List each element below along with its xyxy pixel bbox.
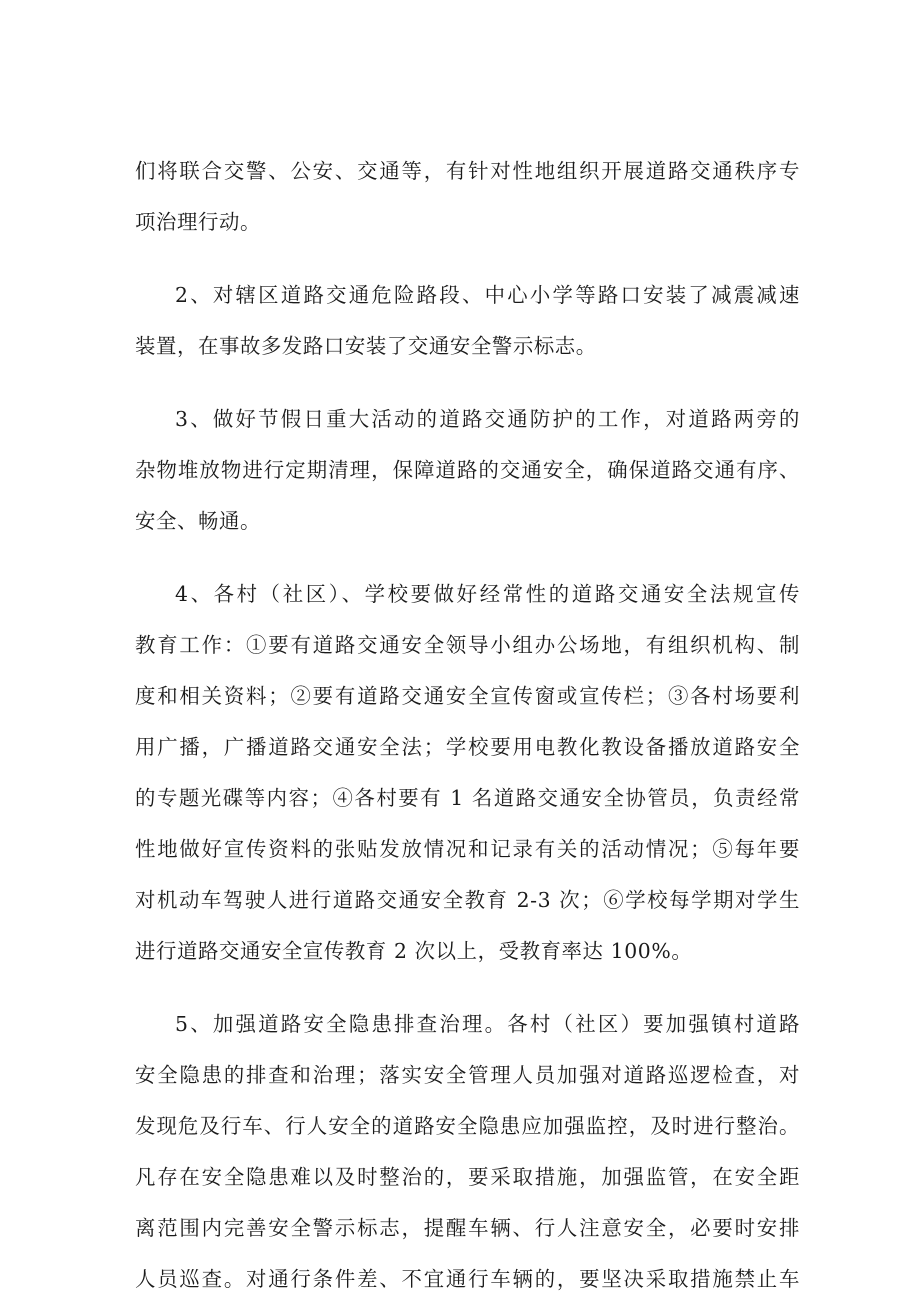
text-line: 进行道路交通安全宣传教育 2 次以上，受教育率达 100%。: [135, 939, 693, 963]
text-line: 4、各村（社区）、学校要做好经常性的道路交通安全法规宣传: [175, 582, 800, 606]
text-line: 的专题光碟等内容；④各村要有 1 名道路交通安全协管员，负责经常: [135, 786, 800, 810]
text-line: 安全隐患的排查和治理；落实安全管理人员加强对道路巡逻检查，对: [135, 1063, 800, 1087]
paragraph-item-5: [135, 999, 800, 1305]
paragraph-continuation: [135, 146, 800, 248]
paragraph-item-3: [135, 394, 800, 547]
paragraph-item-2: [135, 270, 800, 372]
text-line: 项治理行动。: [135, 210, 261, 234]
text-line: 性地做好宣传资料的张贴发放情况和记录有关的活动情况；⑤每年要: [135, 837, 800, 861]
text-line: 用广播，广播道路交通安全法；学校要用电教化教设备播放道路安全: [135, 735, 800, 759]
text-line: 装置，在事故多发路口安装了交通安全警示标志。: [135, 334, 597, 358]
text-line: 3、做好节假日重大活动的道路交通防护的工作，对道路两旁的: [175, 407, 800, 431]
text-line: 5、加强道路安全隐患排查治理。各村（社区）要加强镇村道路: [175, 1012, 800, 1036]
text-line: 离范围内完善安全警示标志，提醒车辆、行人注意安全，必要时安排: [135, 1216, 800, 1240]
text-line: 发现危及行车、行人安全的道路安全隐患应加强监控，及时进行整治。: [135, 1114, 800, 1138]
text-line: 杂物堆放物进行定期清理，保障道路的交通安全，确保道路交通有序、: [135, 458, 800, 482]
text-line: 人员巡查。对通行条件差、不宜通行车辆的，要坚决采取措施禁止车: [135, 1267, 800, 1291]
text-line: 2、对辖区道路交通危险路段、中心小学等路口安装了减震减速: [175, 283, 800, 307]
paragraph-item-4: [135, 569, 800, 977]
document-body: [135, 146, 800, 1305]
text-line: 们将联合交警、公安、交通等，有针对性地组织开展道路交通秩序专: [135, 159, 800, 183]
text-line: 度和相关资料；②要有道路交通安全宣传窗或宣传栏；③各村场要利: [135, 684, 800, 708]
text-line: 对机动车驾驶人进行道路交通安全教育 2-3 次；⑥学校每学期对学生: [135, 888, 800, 912]
text-line: 凡存在安全隐患难以及时整治的，要采取措施，加强监管，在安全距: [135, 1165, 800, 1189]
text-line: 教育工作：①要有道路交通安全领导小组办公场地，有组织机构、制: [135, 633, 800, 657]
text-line: 安全、畅通。: [135, 509, 261, 533]
